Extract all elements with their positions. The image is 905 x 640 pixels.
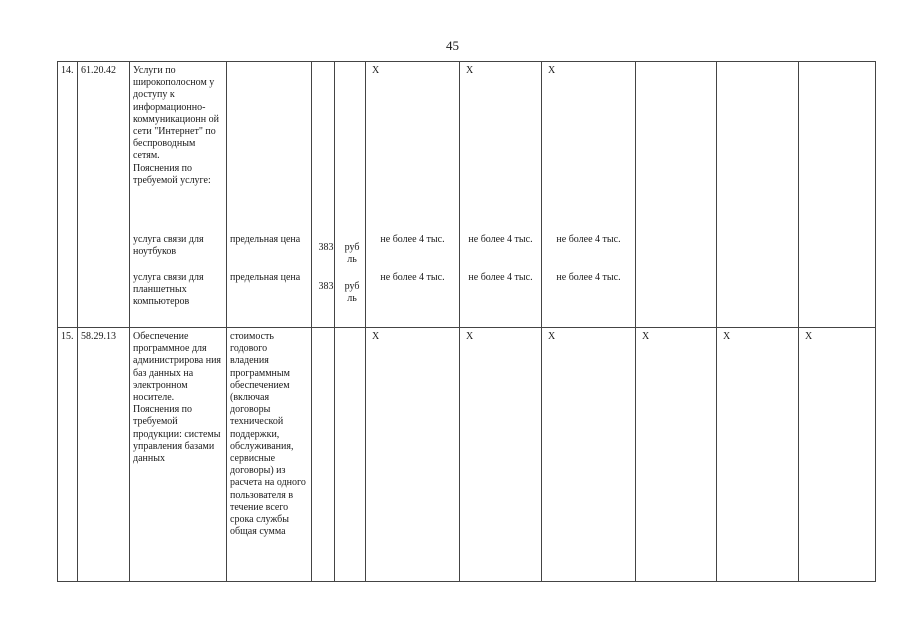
item-name: Услуги по широкополосном у доступу к информационно-коммуникационн ой сети "Интернет" по беспроводным сетям. Пояснения по требуемой услуге: (130, 62, 227, 231)
subitem-name: услуга связи для планшетных компьютеров (130, 269, 227, 328)
value-1: не более 4 тыс. (366, 231, 460, 269)
okpd-code: 58.29.13 (78, 328, 130, 582)
mark-x: Х (460, 62, 542, 231)
characteristic: стоимость годового владения программным обеспечением (включая договоры технической поддержки, обслуживания, сервисные договоры) из расчета на одного пользователя в течение всего срока службы общая сумма (227, 328, 312, 582)
unit-cell (335, 328, 366, 582)
page-number: 45 (446, 38, 459, 53)
mark-x: Х (799, 328, 876, 582)
okei-cell (312, 328, 335, 582)
value-3: не более 4 тыс. (542, 231, 636, 269)
characteristic-cell (227, 62, 312, 231)
unit-name: руб ль (344, 242, 360, 266)
unit-name: руб ль (344, 281, 360, 305)
mark-x: Х (542, 328, 636, 582)
mark-x: Х (366, 62, 460, 231)
empty-cell (799, 62, 876, 328)
value-1: не более 4 тыс. (366, 269, 460, 328)
characteristic: предельная цена (227, 231, 312, 269)
okei-code: 383 (318, 281, 334, 292)
table-row (58, 328, 876, 582)
table-row (58, 62, 876, 231)
empty-cell (636, 62, 717, 328)
mark-x: Х (460, 328, 542, 582)
value-2: не более 4 тыс. (460, 269, 542, 328)
mark-x: Х (366, 328, 460, 582)
okei-code: 383 (318, 242, 334, 253)
row-number: 14. (58, 62, 78, 328)
characteristic: предельная цена (227, 269, 312, 328)
mark-x: Х (542, 62, 636, 231)
unit-cell (335, 62, 366, 328)
okei-cell (312, 62, 335, 328)
okpd-code: 61.20.42 (78, 62, 130, 328)
value-2: не более 4 тыс. (460, 231, 542, 269)
value-3: не более 4 тыс. (542, 269, 636, 328)
subitem-name: услуга связи для ноутбуков (130, 231, 227, 269)
requirements-table (57, 61, 876, 582)
item-name: Обеспечение программное для администрирова ния баз данных на электронном носителе. Пояснения по требуемой продукции: системы управления базами данных (130, 328, 227, 582)
mark-x: Х (636, 328, 717, 582)
row-number: 15. (58, 328, 78, 582)
mark-x: Х (717, 328, 799, 582)
empty-cell (717, 62, 799, 328)
